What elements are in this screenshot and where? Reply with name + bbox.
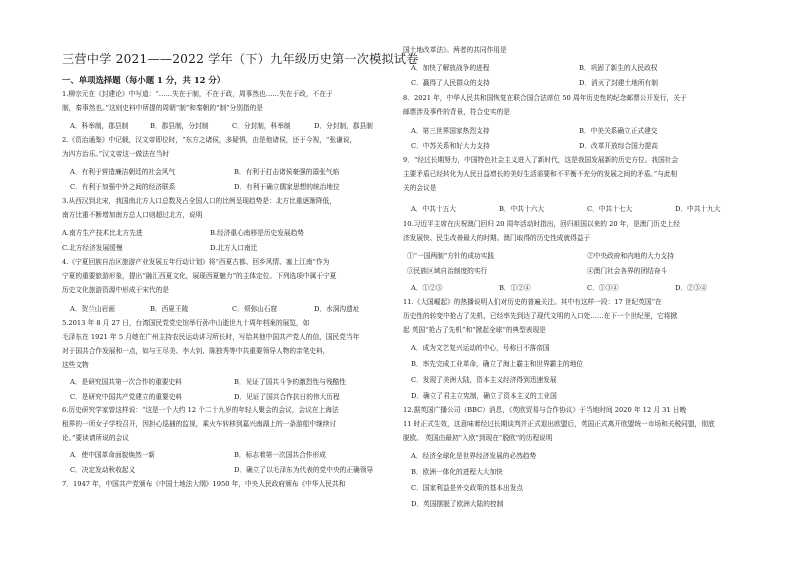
question-3-line: 3.从西汉到北宋，我国南北方人口总数及占全国人口的比例呈现趋势是：北方比重逐渐降低，: [62, 197, 336, 205]
question-2-line: 为四方治乐。”汉文帝这一做法在当时: [62, 150, 170, 158]
question-4-line: 4.《宁夏回族自治区旅游产业发展五年行动计划》将“西夏古都、回乡风情、塞上江南”作为: [62, 258, 330, 266]
question-6-option-d: D．确立了以毛泽东为代表的党中央的正确领导: [234, 466, 374, 474]
question-2-option-c: C．有利于加强中外之间的经济联系: [70, 183, 176, 191]
section-heading: 一、单项选择题（每小题 1 分，共 12 分）: [62, 75, 226, 85]
question-11-option-a: A．成为文艺复兴运动的中心，号称日不落帝国: [411, 344, 550, 352]
question-7-option-c: C．赢得了人民群众的支持: [411, 79, 490, 87]
question-4-option-c: C．须弥山石窟: [232, 305, 278, 313]
question-4-option-a: A．贺兰山岩画: [70, 305, 115, 313]
question-10-line: 济发展快、民生改善最大的时期。澳门取得的历史性成就得益于: [403, 234, 591, 242]
question-6-option-c: C．决定发动秋收起义: [70, 466, 136, 474]
question-2-line: 2.《资治通鉴》中记载，汉文帝即位时，“东方之诸侯，多疑惧，由是他诸侯，还于今视，“张谦说，: [62, 136, 357, 144]
question-5-option-b: B．见证了国共斗争的激烈性与残酷性: [234, 378, 346, 386]
question-3-option-d: D.北方人口南迁: [210, 244, 258, 252]
question-9-line: 关的会议是: [403, 184, 437, 192]
question-7-line: 国土地改革法》。两者的共同作用是: [403, 46, 507, 54]
question-6-line: 租界的一所女子学校召开，因担心巡捕的监视，乘火车转移到嘉兴南湖上的一条游船中继续讨: [62, 420, 337, 428]
question-3-option-a: A.南方生产技术比北方先进: [62, 229, 143, 237]
question-10-option-c: C．①③④: [587, 284, 619, 292]
question-12-option-b: B．欧洲一体化的进程大大加快: [411, 468, 503, 476]
question-3-option-c: C.北方经济发展缓慢: [62, 244, 123, 252]
question-10-option-d: D．②③④: [675, 284, 708, 292]
question-11-line: 历史性的转变中抢占了先机，已经率先到达了现代文明的入口处……在下一个世纪里，它将掀: [403, 312, 678, 320]
question-5-line: 5.2013 年 8 月 27 日，台湾国民党党史馆举行孙中山逝世九十周年档案的展览，如: [62, 319, 310, 327]
question-9-line: 9．“经过长期努力，中国特色社会主义进入了新时代，这是我国发展新的历史方位。我国社会: [403, 156, 679, 164]
question-5-option-d: D．见证了国共合作抗日的伟大历程: [234, 393, 340, 401]
question-7-option-b: B．巩固了新生的人民政权: [579, 64, 658, 72]
question-11-option-d: D．确立了君主立宪制，确立了资本主义的工业国: [411, 392, 557, 400]
question-6-line: 论。”要读请所说的会议: [62, 434, 129, 442]
question-11-option-c: C．发现了美洲大陆，资本主义经济得到迅速发展: [411, 376, 557, 384]
question-5-option-a: A．是研究国共第一次合作的重要史料: [70, 378, 182, 386]
question-7-option-d: D．消灭了封建土地所有制: [579, 79, 658, 87]
question-8-option-a: A．第三世界国家热烈支持: [411, 127, 490, 135]
question-10-item: ③民族区域自治制度的实行: [407, 267, 488, 275]
question-4-option-b: B．西夏王陵: [150, 305, 189, 313]
question-4-option-d: D．水洞沟遗址: [314, 305, 360, 313]
question-12-line: 脱欧。 英国由最初“入欧”到现在“脱欧”的历程说明: [403, 434, 553, 442]
question-1-line: 1.柳宗元在《封建论》中写道：“……失在于制，不在于政，周事然也……失在于政，不在于: [62, 90, 333, 98]
question-2-option-d: D．有利于确立儒家思想的统治地位: [234, 183, 340, 191]
question-9-option-c: C．中共十七大: [587, 205, 633, 213]
question-4-line: 宁夏的重要旅游形象，提出“融汇西夏文化，展现西夏魅力”的主体定位。下列选项中属于宁夏: [62, 272, 337, 280]
question-9-option-a: A．中共十五大: [411, 205, 456, 213]
question-2-option-a: A．有利于营造廉洁朝廷的社会风气: [70, 168, 176, 176]
question-6-option-a: A．使中国革命面貌焕然一新: [70, 451, 156, 459]
question-1-option-c: C．分封制，科举制: [232, 122, 291, 130]
question-11-line: 起 英国“抢占了先机”和“掀起全球”的典型表现是: [403, 326, 546, 334]
question-8-line: 邮票涉及事件的背景，符合史实的是: [403, 108, 510, 116]
question-10-item: ④澳门社会各界的团结奋斗: [587, 267, 668, 275]
question-9-option-b: B．中共十六大: [499, 205, 545, 213]
exam-title: 三营中学 2021——2022 学年（下）九年级历史第一次模拟试卷: [62, 52, 419, 66]
question-3-line: 南方比重不断增加南方总人口则超过北方，说明: [62, 211, 203, 219]
question-12-option-d: D．英国摆脱了欧洲大陆的控制: [411, 500, 504, 508]
question-12-option-c: C．国家利益是外交政策的基本出发点: [411, 484, 524, 492]
question-2-option-b: B．有利于打击诸侯豪强的嚣张气焰: [234, 168, 340, 176]
question-1-line: 制，秦事然也。”这则史料中所提的周朝“制”和秦朝的“制”分别指的是: [62, 104, 263, 112]
question-5-option-c: C．是研究中国共产党建立的重要史料: [70, 393, 183, 401]
question-9-option-d: D．中共十九大: [675, 205, 721, 213]
question-8-option-c: C．中苏关系和好大力支持: [411, 142, 490, 150]
question-8-option-d: D．改革开放综合国力提高: [579, 142, 658, 150]
question-11-option-b: B．率先完成工业革命，确立了海上霸主和世界霸主的地位: [411, 360, 584, 368]
question-10-item: ①“一国两制”方针的成功实践: [407, 252, 495, 260]
question-11-line: 11.《大国崛起》的热播说明人们对历史的普遍关注。其中有这样一段：17 世纪英国“在: [403, 298, 662, 306]
question-7-line: 7．1947 年，中国共产党颁布《中国土地法大纲》1950 年，中央人民政府颁布《中华人民共和: [62, 480, 346, 488]
question-1-option-d: D．分封制，郡县制: [314, 122, 373, 130]
question-10-item: ②中央政府和内地的大力支持: [587, 252, 674, 260]
question-6-option-b: B．标志着第一次国共合作形成: [234, 451, 326, 459]
question-8-option-b: B．中美关系确立正式建交: [579, 127, 658, 135]
question-6-line: 6.历史研究学家曾这样说：“这是一个大约 12 个二十九岁的年轻人聚会的会议，会议在上海法: [62, 406, 339, 414]
question-7-option-a: A．加快了解放战争的进程: [411, 64, 490, 72]
question-10-line: 10.习近平主席在庆祝澳门回归 20 周年活动时指出，回归祖国以来的 20 年，是澳门历史上经: [403, 220, 680, 228]
question-5-line: 这些文物: [62, 361, 89, 369]
question-3-option-b: B.经济重心南移是历史发展趋势: [210, 229, 304, 237]
question-12-line: 11 时正式生效，这意味着经过长期谈判并正式退出欧盟后，英国正式离开欧盟统一市场和关税同盟，彻底: [403, 420, 715, 428]
question-10-option-b: B．①②④: [499, 284, 531, 292]
question-4-line: 历史文化旅游资源中形成于宋代的是: [62, 286, 169, 294]
question-1-option-a: A．科举制，郡县制: [70, 122, 129, 130]
question-10-option-a: A．①②③: [411, 284, 443, 292]
question-12-line: 12.据英国广播公司（BBC）消息，《英欧贸易与合作协议》于当地时间 2020 年 12 月 31 日晚: [403, 406, 687, 414]
question-9-line: 主要矛盾已经转化为人民日益增长的美好生活需要和不平衡不充分的发展之间的矛盾。”与此相: [403, 170, 678, 178]
question-1-option-b: B．郡县制，分封制: [150, 122, 209, 130]
question-8-line: 8．2021 年，中华人民共和国恢复在联合国合法席位 50 周年历史性的纪念邮票公开发行，关于: [403, 94, 687, 102]
question-5-line: 对于国共合作发展和一点，如与王尽美、李大钊、陈独秀等中共重要领导人物的亲笔史料，: [62, 347, 330, 355]
question-12-option-a: A．经济全球化是世界经济发展的必然趋势: [411, 452, 537, 460]
question-5-line: 毛泽东在 1921 年 5 月她在广州主持农民运动讲习所长时，写给其他中国共产党人的信，国民党当年: [62, 333, 360, 341]
